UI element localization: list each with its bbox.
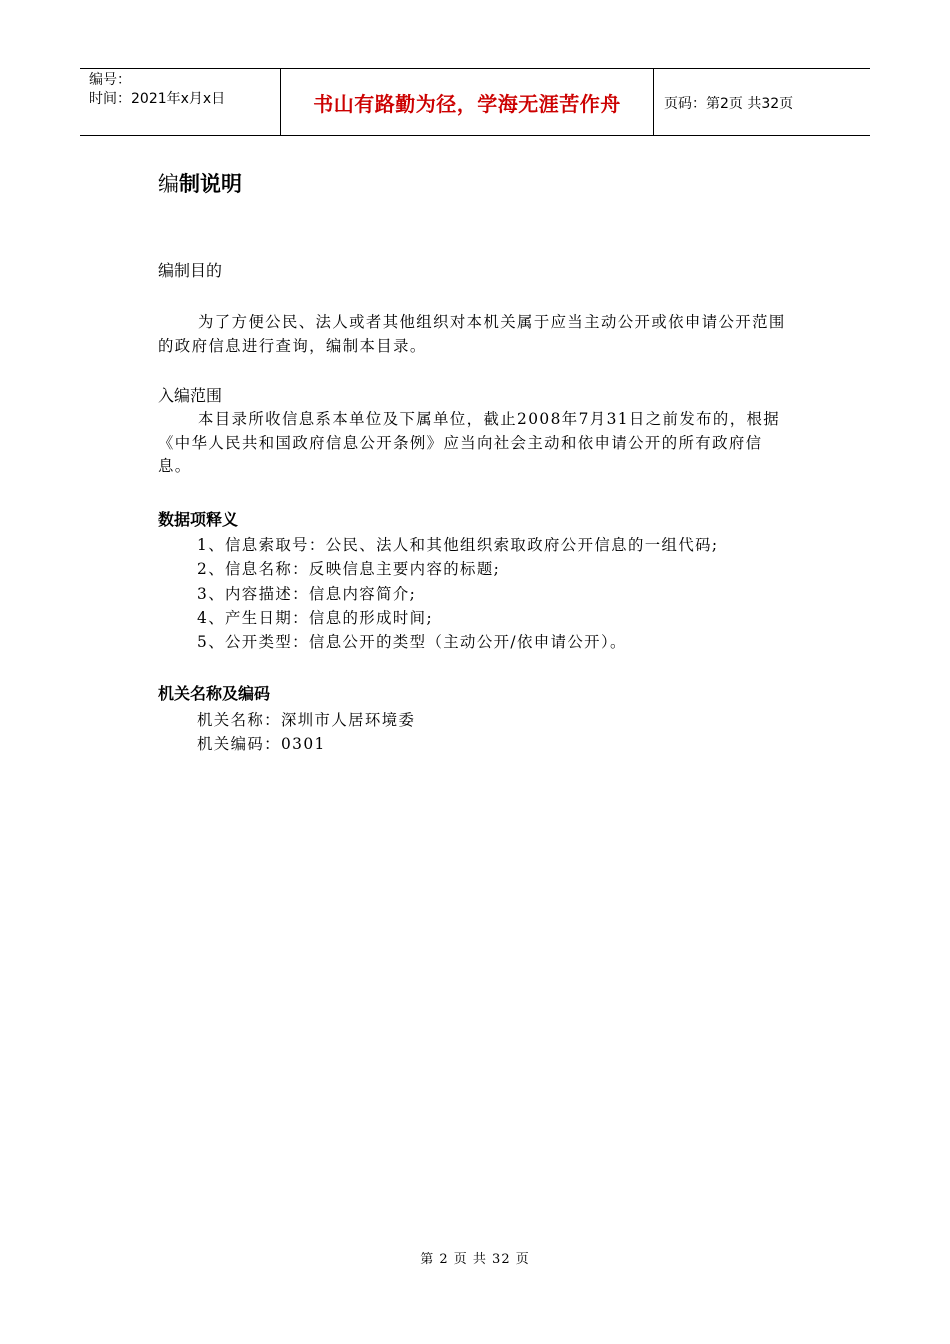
list-item: 4、产生日期：信息的形成时间;	[197, 608, 434, 627]
section-heading-agency: 机关名称及编码	[158, 684, 271, 703]
list-item: 5、公开类型：信息公开的类型（主动公开/依申请公开）。	[197, 633, 627, 652]
list-item: 1、信息索取号：公民、法人和其他组织索取政府公开信息的一组代码;	[197, 536, 719, 554]
agency-name: 机关名称：深圳市人居环境委	[197, 711, 416, 729]
header-meta	[80, 69, 281, 136]
section-heading-purpose: 编制目的	[158, 261, 223, 280]
title-part-1: 编	[158, 172, 179, 196]
agency-code: 机关编码：0301	[197, 735, 326, 754]
agency-info	[197, 708, 415, 757]
page-info-text: 页码：第2页 共32页	[664, 95, 794, 112]
list-item: 3、内容描述：信息内容简介;	[197, 584, 417, 603]
page-title	[158, 170, 242, 198]
definitions-list	[197, 533, 719, 654]
page-header	[80, 68, 870, 136]
paragraph-purpose: 为了方便公民、法人或者其他组织对本机关属于应当主动公开或依申请公开范围的政府信息进行查询，编制本目录。	[158, 313, 786, 355]
title-part-2: 制说明	[179, 172, 242, 196]
document-date-label: 时间：2021年x月x日	[89, 91, 226, 107]
list-item: 2、信息名称：反映信息主要内容的标题;	[197, 560, 501, 579]
header-motto	[281, 69, 654, 136]
section-heading-scope: 入编范围	[158, 386, 223, 405]
header-page-info	[654, 69, 870, 136]
motto-text: 书山有路勤为径，学海无涯苦作舟	[313, 92, 621, 116]
page-footer: 第 2 页 共 32 页	[420, 1252, 530, 1267]
document-number-label: 编号：	[89, 72, 131, 88]
paragraph-scope: 本目录所收信息系本单位及下属单位，截止2008年7月31日之前发布的，根据《中华人民共和国政府信息公开条例》应当向社会主动和依申请公开的所有政府信息。	[158, 410, 781, 475]
section-heading-definitions: 数据项释义	[158, 510, 239, 529]
